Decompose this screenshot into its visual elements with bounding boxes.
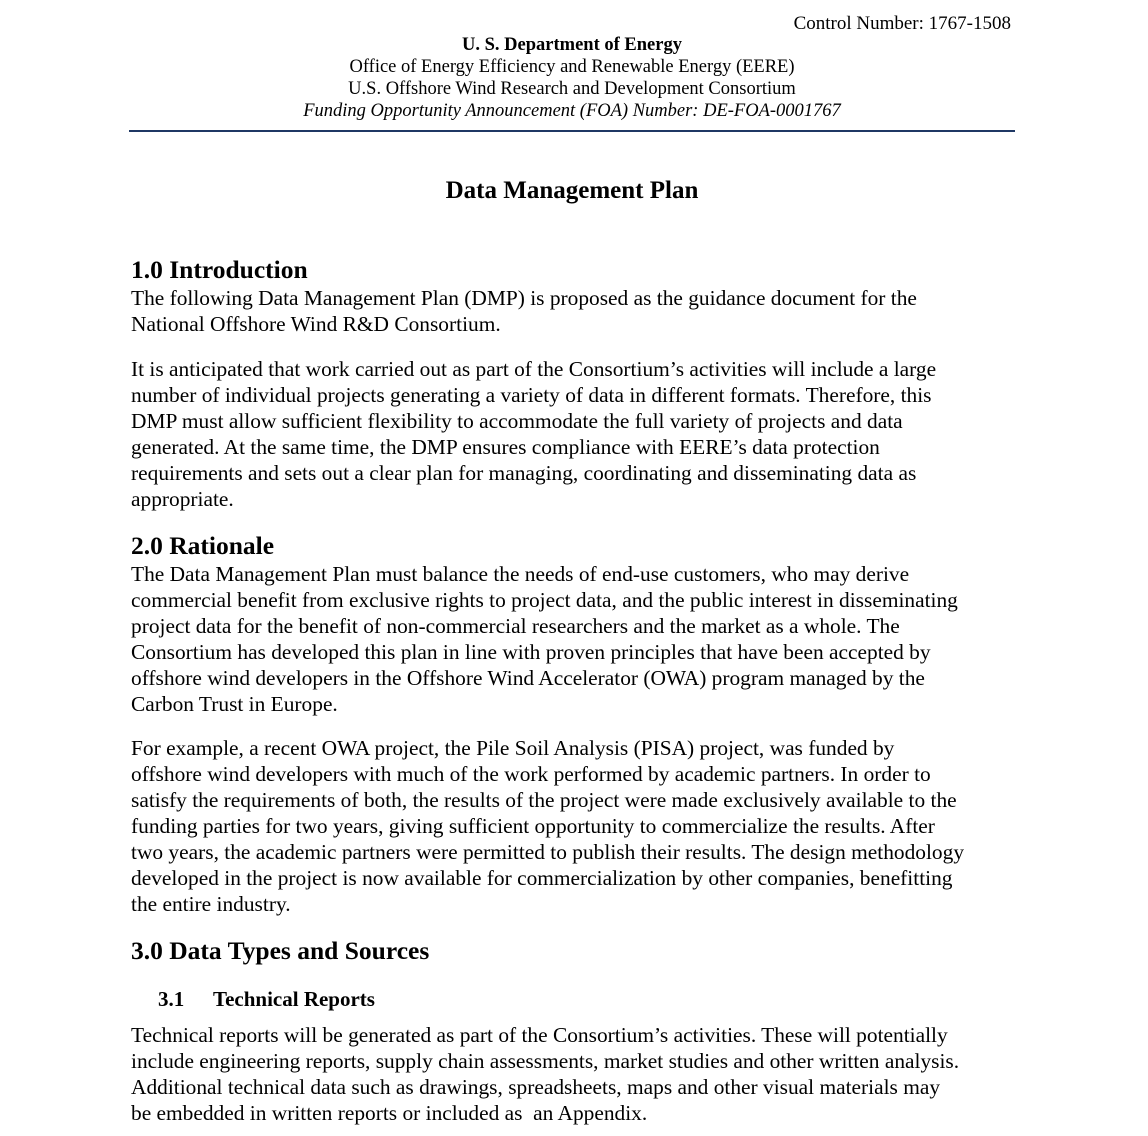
section-heading-rationale: 2.0 Rationale	[131, 531, 275, 560]
text-line: two years, the academic partners were permitted to publish their results. The design methodology	[131, 840, 965, 864]
text-line: appropriate.	[131, 487, 234, 511]
document-header	[130, 34, 1014, 122]
subsection-heading-technical-reports	[158, 986, 375, 1012]
rationale-paragraph-2	[131, 735, 1021, 917]
text-line: Carbon Trust in Europe.	[131, 692, 338, 716]
text-line: include engineering reports, supply chain assessments, market studies and other written analysis.	[131, 1049, 960, 1073]
text-line: be embedded in written reports or included as an Appendix.	[131, 1101, 648, 1125]
department-name: U. S. Department of Energy	[462, 35, 682, 55]
text-line: developed in the project is now available for commercialization by other companies, benefitting	[131, 866, 953, 890]
text-line: It is anticipated that work carried out as part of the Consortium’s activities will include a large	[131, 357, 937, 381]
text-line: For example, a recent OWA project, the Pile Soil Analysis (PISA) project, was funded by	[131, 736, 895, 760]
text-line: National Offshore Wind R&D Consortium.	[131, 312, 501, 336]
text-line: The Data Management Plan must balance the needs of end-use customers, who may derive	[131, 562, 910, 586]
text-line: generated. At the same time, the DMP ensures compliance with EERE’s data protection	[131, 435, 880, 459]
text-line: The following Data Management Plan (DMP) is proposed as the guidance document for the	[131, 286, 917, 310]
office-name: Office of Energy Efficiency and Renewable Energy (EERE)	[349, 57, 795, 77]
rationale-paragraph-1	[131, 561, 1021, 717]
section-heading-introduction: 1.0 Introduction	[131, 255, 308, 284]
text-line: funding parties for two years, giving sufficient opportunity to commercialize the results. After	[131, 814, 935, 838]
text-line: DMP must allow sufficient flexibility to accommodate the full variety of projects and data	[131, 409, 903, 433]
text-line: number of individual projects generating a variety of data in different formats. Therefore, this	[131, 383, 932, 407]
text-line: project data for the benefit of non-commercial researchers and the market as a whole. The	[131, 614, 900, 638]
document-title: Data Management Plan	[445, 177, 699, 204]
text-line: the entire industry.	[131, 892, 291, 916]
text-line: requirements and sets out a clear plan for managing, coordinating and disseminating data as	[131, 461, 917, 485]
header-divider	[129, 130, 1015, 132]
subsection-number: 3.1	[158, 987, 185, 1011]
technical-reports-paragraph	[131, 1022, 1021, 1126]
text-line: commercial benefit from exclusive rights to project data, and the public interest in disseminating	[131, 588, 958, 612]
text-line: Additional technical data such as drawings, spreadsheets, maps and other visual materials may	[131, 1075, 941, 1099]
text-line: offshore wind developers with much of the work performed by academic partners. In order to	[131, 762, 931, 786]
text-line: Technical reports will be generated as part of the Consortium’s activities. These will potentially	[131, 1023, 948, 1047]
introduction-paragraph-2	[131, 356, 1021, 512]
consortium-name: U.S. Offshore Wind Research and Development Consortium	[348, 79, 796, 99]
text-line: Consortium has developed this plan in line with proven principles that have been accepted by	[131, 640, 931, 664]
text-line: offshore wind developers in the Offshore Wind Accelerator (OWA) program managed by the	[131, 666, 925, 690]
control-number: Control Number: 1767-1508	[793, 13, 1011, 34]
subsection-title: Technical Reports	[213, 987, 375, 1011]
text-line: satisfy the requirements of both, the results of the project were made exclusively available to the	[131, 788, 957, 812]
foa-number: Funding Opportunity Announcement (FOA) Number: DE-FOA-0001767	[303, 101, 841, 121]
section-heading-data-types: 3.0 Data Types and Sources	[131, 936, 430, 965]
introduction-paragraph-1	[131, 285, 1021, 337]
